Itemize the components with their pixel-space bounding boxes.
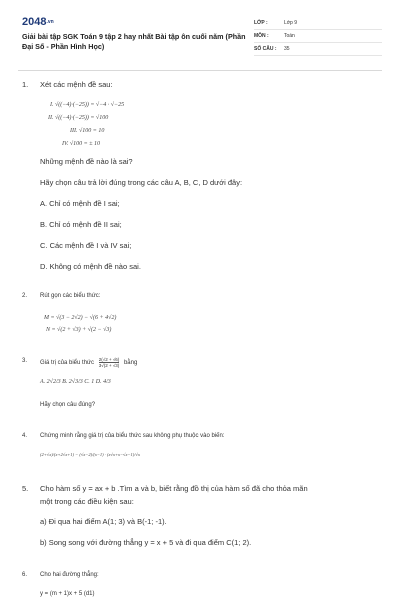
question-number: 3.	[22, 358, 28, 364]
answer-choices: A. 2√2/3 B. 2√3/3 C. 1 D. 4/3	[40, 379, 111, 385]
formula: IV. √100 = ± 10	[62, 141, 101, 147]
formula: (2+√x)/(x+2√x+1) − (√x−2)/(x−1) · (x√x+x−√x−1)/√x	[40, 452, 140, 457]
header-divider	[18, 70, 382, 71]
fraction-denominator: 3√(2 + √3)	[98, 363, 120, 368]
site-logo[interactable]	[22, 16, 54, 28]
option-a: A. Chỉ có mệnh đề I sai;	[40, 199, 120, 208]
instruction: Hãy chọn câu trả lời đúng trong các câu A, B, C, D dưới đây:	[40, 178, 243, 187]
question-number: 1.	[22, 80, 29, 89]
meta-row-count	[254, 43, 382, 56]
question-prompt-end: bằng	[123, 360, 138, 367]
meta-value: Lớp 9	[284, 20, 298, 26]
meta-table	[254, 17, 382, 56]
condition-a: a) Đi qua hai điểm A(1; 3) và B(-1; -1).	[40, 517, 167, 526]
meta-row-subject	[254, 30, 382, 43]
fraction	[99, 357, 120, 368]
question-text: Cho hàm số y = ax + b .Tìm a và b, biết rằng đồ thị của hàm số đã cho thỏa mãn	[40, 484, 308, 493]
logo-suffix: .vn	[46, 19, 54, 26]
question-text: Hãy chọn câu đúng?	[40, 402, 96, 408]
formula: M = √(3 − 2√2) − √(6 + 4√2)	[44, 315, 117, 321]
question-number: 5.	[22, 484, 29, 493]
formula: N = √(2 + √3) + √(2 − √3)	[46, 327, 112, 333]
meta-row-grade	[254, 17, 382, 30]
page-header	[0, 0, 400, 68]
question-prompt: Chứng minh rằng giá trị của biểu thức sau không phụ thuộc vào biến:	[40, 433, 225, 439]
question-prompt: Cho hai đường thẳng:	[40, 572, 99, 578]
question-number: 2.	[22, 293, 28, 299]
question-number: 6.	[22, 572, 28, 578]
fraction-numerator: 2(√2 + √6)	[98, 357, 120, 362]
question-number: 4.	[22, 433, 28, 439]
question-prompt: Rút gọn các biểu thức:	[40, 293, 101, 299]
question-text: Những mệnh đề nào là sai?	[40, 157, 133, 166]
meta-value: Toán	[284, 33, 295, 39]
option-d: D. Không có mệnh đề nào sai.	[40, 262, 141, 271]
question-text: một trong các điều kiện sau:	[40, 497, 134, 506]
formula: y = (m + 1)x + 5 (d1)	[40, 591, 95, 597]
question-prompt: Xét các mệnh đề sau:	[40, 80, 113, 89]
option-b: B. Chỉ có mệnh đề II sai;	[40, 220, 122, 229]
option-c: C. Các mệnh đề I và IV sai;	[40, 241, 132, 250]
formula: I. √((−4)·(−25)) = √−4 · √−25	[50, 102, 125, 108]
meta-key: LỚP :	[254, 20, 268, 26]
meta-key: MÔN :	[254, 33, 269, 39]
question-prompt: Giá trị của biểu thức	[40, 360, 95, 367]
formula: III. √100 = 10	[70, 128, 105, 134]
formula: II. √((−4)·(−25)) = √100	[48, 115, 109, 121]
logo-text: 2048	[22, 16, 47, 28]
meta-value: 35	[284, 46, 290, 52]
meta-key: SỐ CÂU :	[254, 46, 277, 52]
condition-b: b) Song song với đường thẳng y = x + 5 và đi qua điểm C(1; 2).	[40, 538, 252, 547]
page-title: Giải bài tập SGK Toán 9 tập 2 hay nhất Bài tập ôn cuối năm (Phần Đại Số - Phần Hình Học)	[22, 32, 246, 51]
